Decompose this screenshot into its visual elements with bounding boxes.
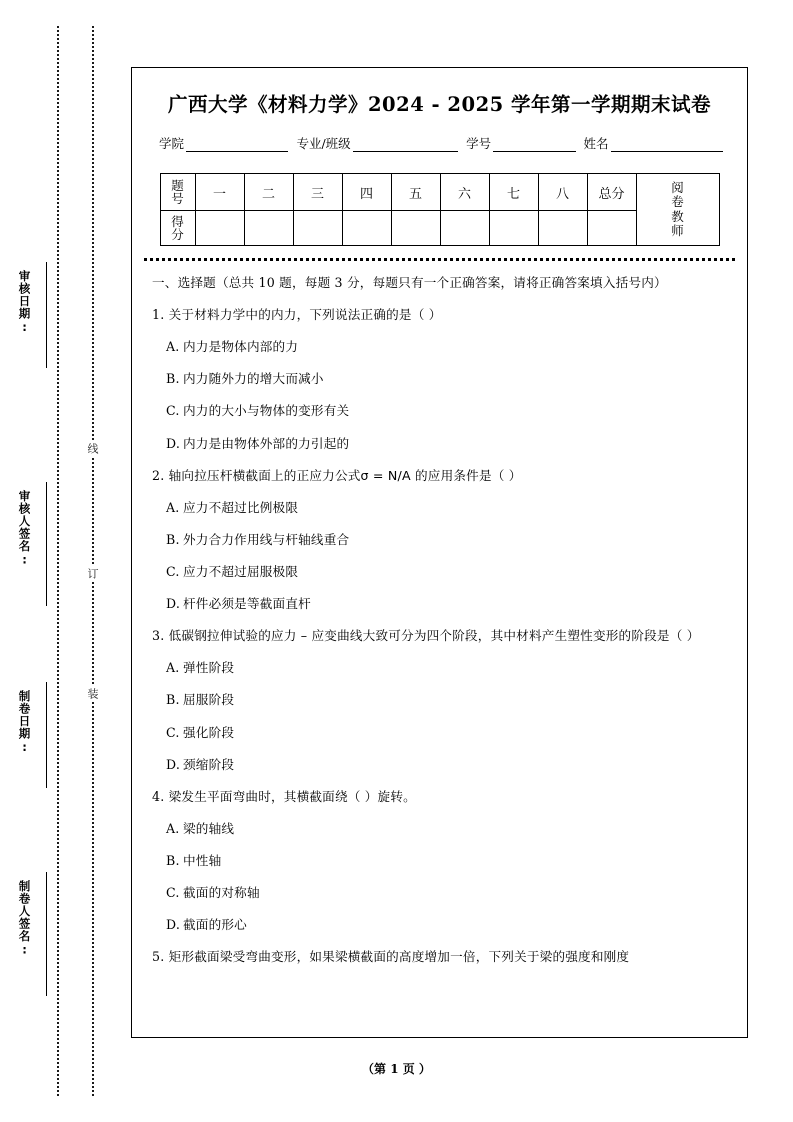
option-mark: B. bbox=[166, 531, 180, 547]
student-info-line bbox=[159, 134, 723, 152]
stub-char-2: 号 bbox=[171, 191, 184, 206]
teacher-char-3: 教 bbox=[671, 208, 684, 224]
option-mark: C. bbox=[166, 563, 180, 579]
page-title: 广西大学《材料力学》2024 - 2025 学年第一学期期末试卷 bbox=[167, 93, 711, 116]
option-mark: D. bbox=[166, 917, 181, 933]
question-3-text bbox=[152, 628, 729, 644]
margin-rule-2 bbox=[46, 682, 47, 788]
option-text: 强化阶段 bbox=[183, 724, 235, 740]
option-text: 中性轴 bbox=[183, 852, 222, 868]
option-text: 屈服阶段 bbox=[183, 692, 235, 708]
question-5-text bbox=[152, 949, 729, 965]
score-col-header-teacher bbox=[636, 174, 719, 246]
field-blank-student-id[interactable] bbox=[493, 138, 575, 152]
table-row-scores bbox=[160, 211, 719, 246]
question-1-option-b[interactable] bbox=[152, 371, 729, 387]
question-3-option-d[interactable] bbox=[152, 757, 729, 773]
question-2-formula: σ = N/A bbox=[360, 467, 411, 483]
dotted-separator bbox=[144, 258, 735, 261]
score-col-header-6: 六 bbox=[440, 174, 489, 211]
option-mark: D. bbox=[166, 435, 181, 451]
option-text: 截面的形心 bbox=[183, 917, 247, 933]
score-cell-8[interactable] bbox=[538, 211, 587, 246]
question-2-text bbox=[152, 468, 729, 484]
option-text: 梁的轴线 bbox=[183, 820, 235, 836]
margin-rule-3 bbox=[46, 872, 47, 996]
option-text: 颈缩阶段 bbox=[183, 756, 235, 772]
score-cell-total[interactable] bbox=[587, 211, 636, 246]
score-cell-2[interactable] bbox=[244, 211, 293, 246]
question-4-option-a[interactable] bbox=[152, 821, 729, 837]
fold-mark-line: 线 bbox=[84, 440, 100, 457]
question-3-option-c[interactable] bbox=[152, 725, 729, 741]
score-col-header-5: 五 bbox=[391, 174, 440, 211]
option-text: 内力的大小与物体的变形有关 bbox=[183, 403, 350, 419]
option-mark: A. bbox=[166, 499, 180, 515]
question-1-text bbox=[152, 307, 729, 323]
score-stub-char-1: 得 bbox=[171, 213, 184, 229]
margin-rule-1 bbox=[46, 482, 47, 606]
score-stub-char-2: 分 bbox=[171, 227, 184, 242]
question-3-number: 3. bbox=[152, 628, 165, 644]
score-col-header-1: 一 bbox=[195, 174, 244, 211]
question-2-option-b[interactable] bbox=[152, 532, 729, 548]
question-4-option-d[interactable] bbox=[152, 917, 729, 933]
fold-guide-line-inner bbox=[92, 26, 94, 1096]
margin-label-0: 审核日期: bbox=[17, 270, 32, 335]
option-mark: C. bbox=[166, 885, 180, 901]
score-cell-5[interactable] bbox=[391, 211, 440, 246]
score-col-header-total: 总分 bbox=[587, 174, 636, 211]
question-2-option-d[interactable] bbox=[152, 596, 729, 612]
question-2-option-a[interactable] bbox=[152, 500, 729, 516]
question-body bbox=[152, 275, 729, 965]
question-5-stem: 矩形截面梁受弯曲变形，如果梁横截面的高度增加一倍，下列关于梁的强度和刚度 bbox=[168, 949, 630, 965]
score-col-header-4: 四 bbox=[342, 174, 391, 211]
question-2-stem-post: 的应用条件是（ ） bbox=[415, 467, 522, 483]
question-4-option-b[interactable] bbox=[152, 853, 729, 869]
option-text: 内力是由物体外部的力引起的 bbox=[183, 435, 350, 451]
question-1-option-c[interactable] bbox=[152, 403, 729, 419]
option-mark: A. bbox=[166, 339, 180, 355]
question-3-option-b[interactable] bbox=[152, 692, 729, 708]
option-mark: B. bbox=[166, 692, 180, 708]
option-text: 外力合力作用线与杆轴线重合 bbox=[183, 531, 350, 547]
question-3-stem: 低碳钢拉伸试验的应力 – 应变曲线大致可分为四个阶段，其中材料产生塑性变形的阶段是（ ） bbox=[168, 628, 700, 644]
question-1-option-a[interactable] bbox=[152, 339, 729, 355]
margin-label-1: 审核人签名: bbox=[17, 490, 32, 568]
field-label-student-id: 学号 bbox=[466, 136, 492, 151]
option-text: 内力随外力的增大而减小 bbox=[183, 371, 324, 387]
margin-label-2: 制卷日期: bbox=[17, 690, 32, 755]
score-table-stub-question bbox=[160, 174, 195, 211]
field-label-major-class: 专业/班级 bbox=[296, 136, 351, 151]
score-col-header-7: 七 bbox=[489, 174, 538, 211]
question-4-text bbox=[152, 789, 729, 805]
option-mark: A. bbox=[166, 820, 180, 836]
field-blank-college[interactable] bbox=[186, 138, 288, 152]
field-blank-name[interactable] bbox=[611, 138, 723, 152]
score-table bbox=[160, 173, 720, 246]
question-1-stem: 关于材料力学中的内力，下列说法正确的是（ ） bbox=[168, 307, 442, 323]
score-cell-7[interactable] bbox=[489, 211, 538, 246]
teacher-char-4: 师 bbox=[671, 222, 684, 238]
question-3-option-a[interactable] bbox=[152, 660, 729, 676]
option-text: 截面的对称轴 bbox=[183, 885, 260, 901]
stub-char-1: 题 bbox=[171, 177, 184, 193]
score-col-header-2: 二 bbox=[244, 174, 293, 211]
option-mark: C. bbox=[166, 724, 180, 740]
score-cell-1[interactable] bbox=[195, 211, 244, 246]
option-mark: A. bbox=[166, 660, 180, 676]
teacher-char-2: 卷 bbox=[671, 194, 684, 210]
page-footer: （第 1 页 ） bbox=[362, 1062, 431, 1076]
option-text: 应力不超过比例极限 bbox=[183, 499, 299, 515]
option-text: 内力是物体内部的力 bbox=[183, 339, 299, 355]
option-mark: D. bbox=[166, 756, 181, 772]
margin-rule-0 bbox=[46, 262, 47, 368]
score-col-header-8: 八 bbox=[538, 174, 587, 211]
score-cell-6[interactable] bbox=[440, 211, 489, 246]
question-4-number: 4. bbox=[152, 788, 165, 804]
field-blank-major-class[interactable] bbox=[353, 138, 458, 152]
option-mark: B. bbox=[166, 371, 180, 387]
question-1-number: 1. bbox=[152, 307, 165, 323]
score-cell-4[interactable] bbox=[342, 211, 391, 246]
question-1-option-d[interactable] bbox=[152, 436, 729, 452]
option-mark: C. bbox=[166, 403, 180, 419]
field-label-name: 姓名 bbox=[583, 136, 609, 151]
teacher-char-1: 阅 bbox=[671, 179, 684, 195]
margin-label-3: 制卷人签名: bbox=[17, 880, 32, 958]
question-2-option-c[interactable] bbox=[152, 564, 729, 580]
exam-sheet bbox=[131, 67, 748, 1038]
score-table-stub-score bbox=[160, 211, 195, 246]
option-mark: D. bbox=[166, 596, 181, 612]
score-cell-3[interactable] bbox=[293, 211, 342, 246]
field-label-college: 学院 bbox=[159, 136, 185, 151]
option-text: 应力不超过屈服极限 bbox=[183, 563, 299, 579]
score-col-header-3: 三 bbox=[293, 174, 342, 211]
fold-guide-line-outer bbox=[57, 26, 59, 1096]
option-mark: B. bbox=[166, 852, 180, 868]
question-2-stem-pre: 轴向拉压杆横截面上的正应力公式 bbox=[168, 467, 361, 483]
fold-mark-bind: 订 bbox=[84, 565, 100, 582]
question-4-option-c[interactable] bbox=[152, 885, 729, 901]
left-margin-annotations bbox=[0, 0, 131, 1122]
question-2-number: 2. bbox=[152, 467, 165, 483]
option-text: 杆件必须是等截面直杆 bbox=[183, 596, 311, 612]
table-row-question-numbers bbox=[160, 174, 719, 211]
option-text: 弹性阶段 bbox=[183, 660, 235, 676]
fold-mark-assemble: 装 bbox=[84, 685, 100, 702]
section-heading: 一、选择题（总共 10 题，每题 3 分，每题只有一个正确答案，请将正确答案填入括号内） bbox=[152, 275, 667, 290]
question-5-number: 5. bbox=[152, 949, 165, 965]
question-4-stem: 梁发生平面弯曲时，其横截面绕（ ）旋转。 bbox=[168, 788, 416, 804]
